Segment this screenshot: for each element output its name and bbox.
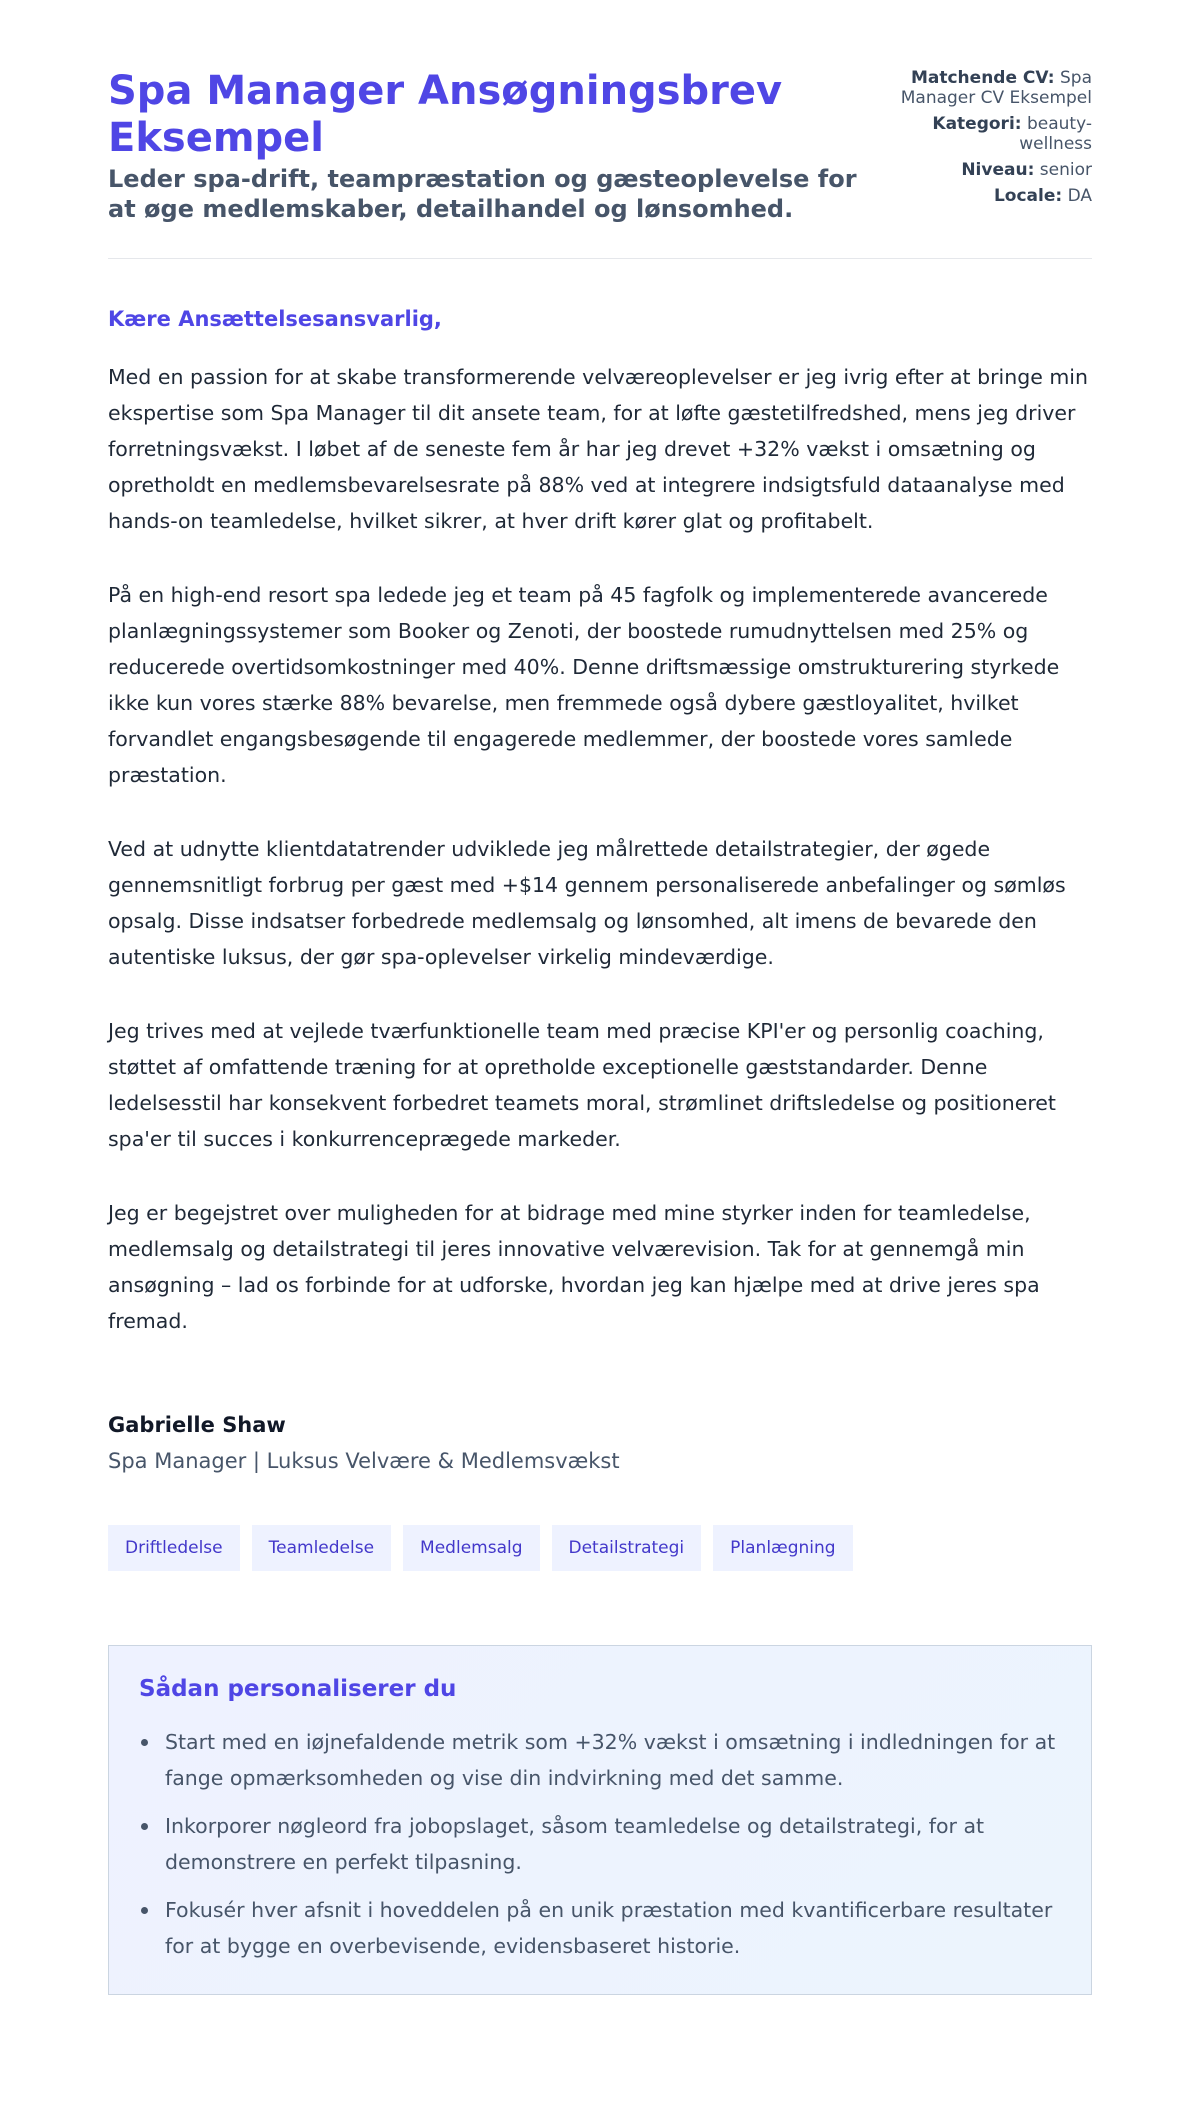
- meta-matching-cv-value: Spa Manager CV Eksempel: [900, 68, 1092, 108]
- tips-list: [139, 1724, 1061, 1964]
- meta-locale-value: DA: [1067, 186, 1092, 206]
- skill-tag: Planlægning: [713, 1525, 852, 1571]
- header-titles: [108, 68, 868, 224]
- tips-list-item: Start med en iøjnefaldende metrik som +32% vækst i omsætning i indledningen for at fange opmærksomheden og vise din indvirkning med det samme.: [139, 1724, 1061, 1796]
- letter-paragraph: Ved at udnytte klientdatatrender udviklede jeg målrettede detailstrategier, der øgede gennemsnitligt forbrug per gæst med +$14 gennem personaliserede anbefalinger og sømløs opsalg. Disse indsatser forbedrede medlemsalg og lønsomhed, alt imens de bevarede den autentiske luksus, der gør spa-oplevelser virkelig mindeværdige.: [108, 837, 1066, 969]
- meta-category: [892, 114, 1092, 154]
- page-title: Spa Manager Ansøgningsbrev Eksempel: [108, 68, 783, 161]
- meta-level-label: Niveau:: [961, 160, 1035, 180]
- meta-level-value: senior: [1039, 160, 1092, 180]
- skill-tag: Detailstrategi: [552, 1525, 702, 1571]
- meta-panel: [892, 68, 1092, 212]
- letter-body: [108, 307, 1092, 1473]
- tips-title: Sådan personaliserer du: [139, 1676, 457, 1702]
- salutation: Kære Ansættelsesansvarlig,: [108, 307, 442, 331]
- skill-tags: [108, 1525, 1092, 1571]
- page-subtitle: Leder spa-drift, teampræstation og gæsteoplevelse for at øge medlemskaber, detailhandel og lønsomhed.: [108, 165, 857, 223]
- meta-matching-cv-label: Matchende CV:: [910, 68, 1055, 88]
- letter-paragraph: Jeg er begejstret over muligheden for at bidrage med mine styrker inden for teamledelse, medlemsalg og detailstrategi til jeres innovative velværevision. Tak for at gennemgå min ansøgning – lad os forbinde for at udforske, hvordan jeg kan hjælpe med at drive jeres spa fremad.: [108, 1201, 1040, 1333]
- tips-list-item: Fokusér hver afsnit i hoveddelen på en unik præstation med kvantificerbare resultater for at bygge en overbevisende, evidensbaseret historie.: [139, 1892, 1061, 1964]
- tips-list-item: Inkorporer nøgleord fra jobopslaget, såsom teamledelse og detailstrategi, for at demonstrere en perfekt tilpasning.: [139, 1808, 1061, 1880]
- letter-paragraph: Med en passion for at skabe transformerende velværeoplevelser er jeg ivrig efter at bringe min ekspertise som Spa Manager til dit ansete team, for at løfte gæstetilfredshed, mens jeg driver forretningsvækst. I løbet af de seneste fem år har jeg drevet +32% vækst i omsætning og opretholdt en medlemsbevarelsesrate på 88% ved at integrere indsigtsfuld dataanalyse med hands-on teamledelse, hvilket sikrer, at hver drift kører glat og profitabelt.: [108, 365, 1088, 533]
- meta-matching-cv: [892, 68, 1092, 108]
- signature-role: Spa Manager | Luksus Velvære & Medlemsvækst: [108, 1449, 620, 1473]
- letter-paragraph: På en high-end resort spa ledede jeg et team på 45 fagfolk og implementerede avancerede planlægningssystemer som Booker og Zenoti, der boostede rumudnyttelsen med 25% og reducerede overtidsomkostninger med 40%. Denne driftsmæssige omstrukturering styrkede ikke kun vores stærke 88% bevarelse, men fremmede også dybere gæstloyalitet, hvilket forvandlet engangsbesøgende til engagerede medlemmer, der boostede vores samlede præstation.: [108, 583, 1060, 787]
- meta-locale-label: Locale:: [993, 186, 1063, 206]
- skill-tag: Medlemsalg: [403, 1525, 539, 1571]
- page-header: [108, 68, 1092, 259]
- personalization-tips-box: [108, 1645, 1092, 1995]
- meta-category-value: beauty-wellness: [1019, 114, 1092, 154]
- meta-category-label: Kategori:: [932, 114, 1022, 134]
- meta-level: [892, 160, 1092, 180]
- letter-paragraph: Jeg trives med at vejlede tværfunktionelle team med præcise KPI'er og personlig coaching, støttet af omfattende træning for at opretholde exceptionelle gæststandarder. Denne ledelsesstil har konsekvent forbedret teamets moral, strømlinet driftsledelse og positioneret spa'er til succes i konkurrenceprægede markeder.: [108, 1019, 1056, 1151]
- skill-tag: Driftledelse: [108, 1525, 240, 1571]
- signature-name: Gabrielle Shaw: [108, 1413, 286, 1437]
- meta-locale: [892, 186, 1092, 206]
- skill-tag: Teamledelse: [252, 1525, 391, 1571]
